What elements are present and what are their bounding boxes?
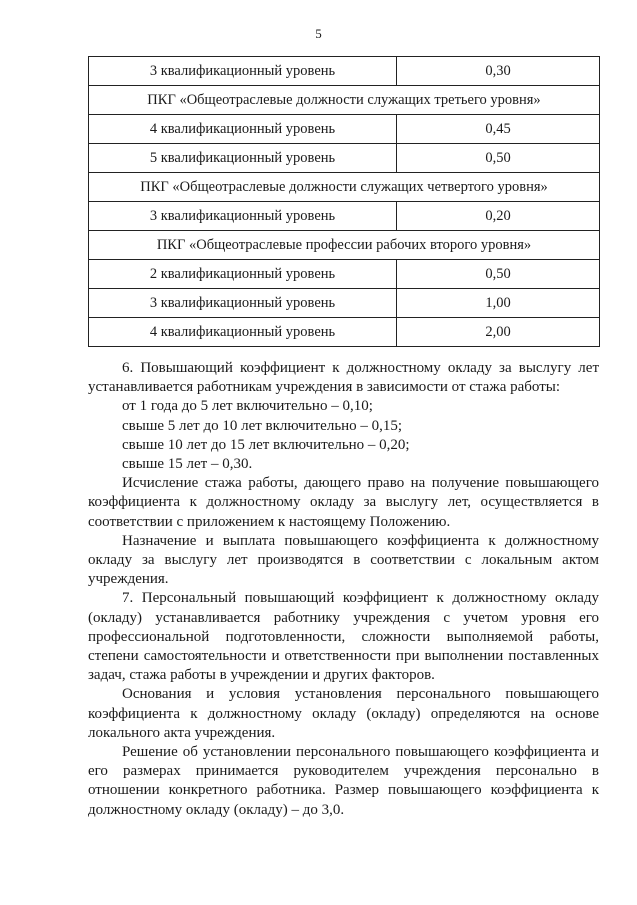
table-group-header <box>89 86 600 115</box>
paragraph: Назначение и выплата повышающего коэффициента к должностному окладу за выслугу лет производятся в соответствии с локальным актом учреждения. <box>88 532 599 588</box>
group-title: ПКГ «Общеотраслевые профессии рабочих второго уровня» <box>89 231 600 260</box>
body-text <box>88 359 599 820</box>
qualification-level-cell: 3 квалификационный уровень <box>89 202 397 231</box>
coefficient-table-body <box>89 57 600 347</box>
table-row <box>89 260 600 289</box>
qualification-level-cell: 3 квалификационный уровень <box>89 57 397 86</box>
table-row <box>89 115 600 144</box>
group-title: ПКГ «Общеотраслевые должности служащих четвертого уровня» <box>89 173 600 202</box>
list-item: свыше 10 лет до 15 лет включительно – 0,20; <box>122 436 410 453</box>
table-row <box>89 318 600 347</box>
paragraph: 6. Повышающий коэффициент к должностному окладу за выслугу лет устанавливается работникам учреждения в зависимости от стажа работы: <box>88 360 599 396</box>
qualification-level-cell: 5 квалификационный уровень <box>89 144 397 173</box>
coefficient-value-cell: 1,00 <box>397 289 600 318</box>
paragraph: Исчисление стажа работы, дающего право на получение повышающего коэффициента к должностному окладу за выслугу лет, осуществляется в соответствии с приложением к настоящему Положению. <box>88 475 599 530</box>
qualification-level-cell: 3 квалификационный уровень <box>89 289 397 318</box>
coefficient-value-cell: 0,50 <box>397 144 600 173</box>
table-group-header <box>89 231 600 260</box>
table-row <box>89 202 600 231</box>
paragraph: Решение об установлении персонального повышающего коэффициента и его размерах принимается руководителем учреждения персонально в отношении конкретного работника. Размер повышающего коэффициента к должностному окладу (окладу) – до 3,0. <box>88 744 599 818</box>
qualification-level-cell: 4 квалификационный уровень <box>89 318 397 347</box>
paragraph: 7. Персональный повышающий коэффициент к должностному окладу (окладу) устанавливается работнику учреждения с учетом уровня его профессиональной подготовленности, сложности выполняемой работы, степени самостоятельности и ответственности при выполнении поставленных задач, стажа работы в учреждении и других факторов. <box>88 590 599 684</box>
list-item: свыше 15 лет – 0,30. <box>122 456 253 473</box>
coefficient-value-cell: 2,00 <box>397 318 600 347</box>
qualification-level-cell: 4 квалификационный уровень <box>89 115 397 144</box>
list-item: свыше 5 лет до 10 лет включительно – 0,15; <box>122 417 403 434</box>
coefficient-table <box>88 56 600 347</box>
page-number: 5 <box>315 26 322 41</box>
list-item: от 1 года до 5 лет включительно – 0,10; <box>122 398 373 415</box>
table-group-header <box>89 173 600 202</box>
coefficient-value-cell: 0,30 <box>397 57 600 86</box>
table-row <box>89 144 600 173</box>
table-row <box>89 289 600 318</box>
qualification-level-cell: 2 квалификационный уровень <box>89 260 397 289</box>
paragraph: Основания и условия установления персонального повышающего коэффициента к должностному окладу (окладу) определяются на основе локального акта учреждения. <box>88 686 599 741</box>
coefficient-value-cell: 0,45 <box>397 115 600 144</box>
coefficient-value-cell: 0,50 <box>397 260 600 289</box>
group-title: ПКГ «Общеотраслевые должности служащих третьего уровня» <box>89 86 600 115</box>
table-row <box>89 57 600 86</box>
coefficient-value-cell: 0,20 <box>397 202 600 231</box>
